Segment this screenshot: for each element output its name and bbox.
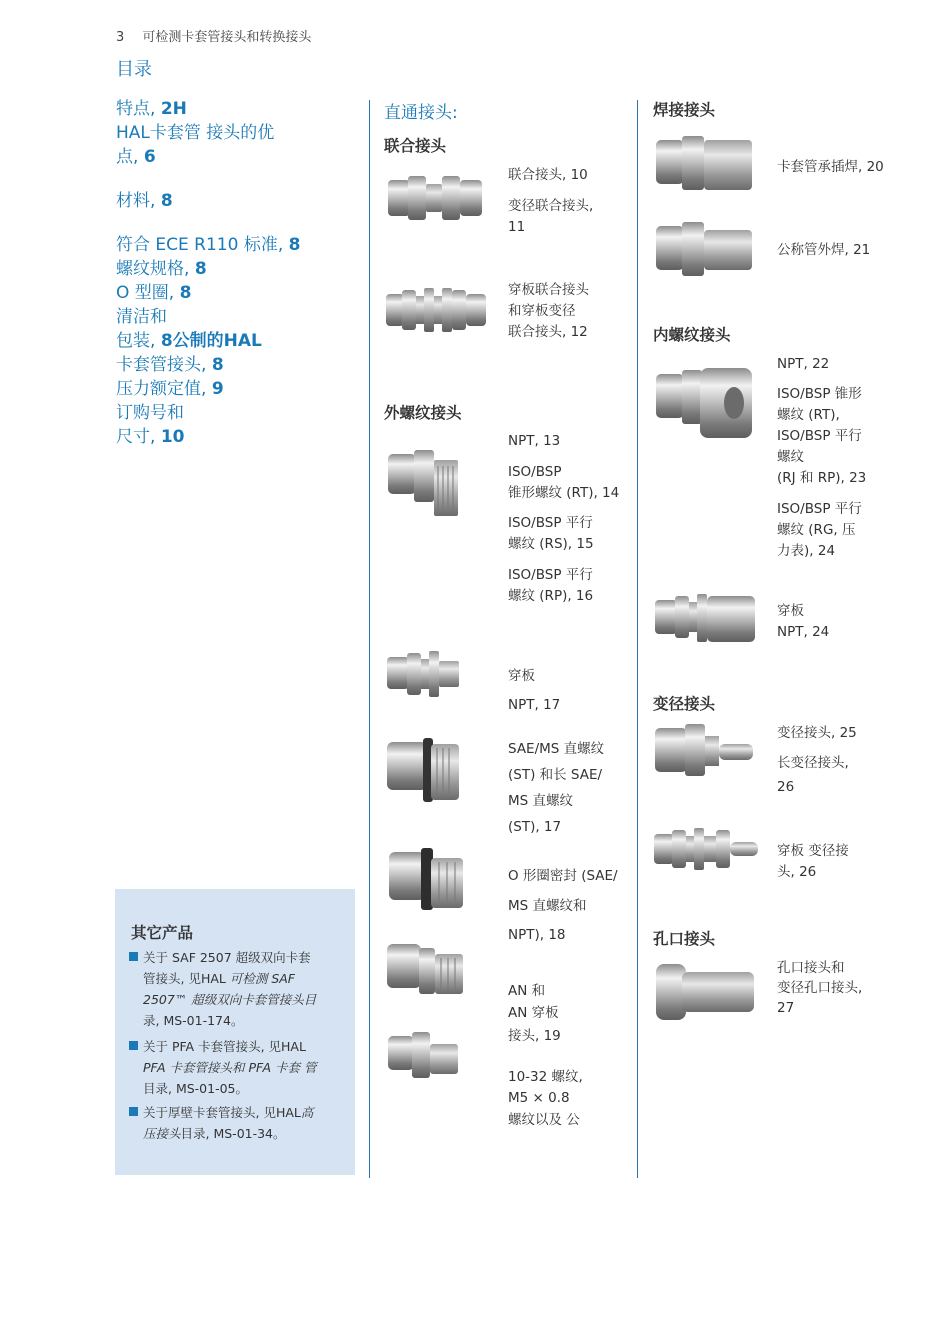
bulkhead-reducer-icon — [652, 826, 762, 876]
reducer-heading: 变径接头 — [653, 695, 716, 713]
male-item[interactable]: MS 直螺纹 — [508, 793, 574, 809]
document-title: 可检测卡套管接头和转换接头 — [142, 30, 312, 45]
male-item[interactable]: 螺纹 (RS), 15 — [508, 536, 594, 552]
male-item[interactable]: NPT), 18 — [508, 927, 566, 943]
toc-entry[interactable]: 符合 ECE R110 标准, 8 — [116, 235, 301, 255]
an-fitting-icon — [385, 938, 467, 1014]
page-header — [116, 26, 311, 45]
10-32-thread-icon — [386, 1030, 466, 1096]
toc-entry[interactable]: 订购号和 — [116, 403, 184, 423]
female-item[interactable]: 螺纹 (RG, 压 — [777, 522, 856, 538]
sae-ms-straight-thread-icon — [385, 734, 465, 814]
female-item[interactable]: 力表), 24 — [777, 543, 836, 559]
male-item[interactable]: 螺纹以及 公 — [508, 1112, 580, 1128]
union-item[interactable]: 联合接头, 10 — [508, 167, 588, 183]
weld-item[interactable]: 公称管外焊, 21 — [777, 242, 871, 258]
toc-entry[interactable]: 螺纹规格, 8 — [116, 259, 207, 279]
male-item[interactable]: (ST), 17 — [508, 819, 562, 835]
weld-heading: 焊接接头 — [653, 101, 716, 119]
toc-entry[interactable]: HAL卡套管 接头的优 — [116, 123, 275, 143]
male-item[interactable]: ISO/BSP 平行 — [508, 567, 593, 583]
union-heading: 联合接头 — [384, 137, 447, 155]
o-ring-seal-icon — [385, 846, 469, 926]
toc-entry[interactable]: O 型圈, 8 — [116, 283, 192, 303]
male-item[interactable]: 接头, 19 — [508, 1028, 561, 1044]
reducer-item[interactable]: 长变径接头, — [777, 755, 849, 771]
female-item[interactable]: ISO/BSP 平行 — [777, 501, 862, 517]
reducer-item[interactable]: 变径接头, 25 — [777, 725, 857, 741]
weld-item[interactable]: 卡套管承插焊, 20 — [777, 159, 884, 175]
union-item[interactable]: 穿板联合接头 — [508, 282, 589, 298]
bulkhead-male-icon — [385, 647, 463, 703]
female-item[interactable]: NPT, 24 — [777, 624, 830, 640]
tube-butt-weld-icon — [654, 218, 756, 284]
male-item[interactable]: 螺纹 (RP), 16 — [508, 588, 594, 604]
male-connector-icon — [386, 448, 462, 520]
other-product-note[interactable]: 关于厚壁卡套管接头, 见HAL高 压接头目录, MS-01-34。 — [129, 1102, 341, 1144]
page-number: 3 — [116, 30, 125, 45]
male-item[interactable]: 穿板 — [508, 668, 535, 684]
female-item[interactable]: 穿板 — [777, 603, 804, 619]
bulkhead-female-icon — [653, 590, 759, 648]
male-item[interactable]: 锥形螺纹 (RT), 14 — [508, 485, 620, 501]
union-item[interactable]: 11 — [508, 219, 526, 235]
column-divider — [637, 100, 638, 1178]
male-item[interactable]: 10-32 螺纹, — [508, 1069, 583, 1085]
socket-weld-icon — [654, 132, 756, 198]
port-connector-heading: 孔口接头 — [653, 930, 716, 948]
male-item[interactable]: ISO/BSP — [508, 464, 562, 480]
female-item[interactable]: ISO/BSP 平行 — [777, 428, 862, 444]
union-item[interactable]: 联合接头, 12 — [508, 324, 588, 340]
female-connector-heading: 内螺纹接头 — [653, 326, 731, 344]
male-item[interactable]: SAE/MS 直螺纹 — [508, 741, 605, 757]
toc-list — [116, 97, 356, 449]
straight-fittings-heading: 直通接头: — [384, 103, 458, 123]
male-item[interactable]: ISO/BSP 平行 — [508, 515, 593, 531]
toc-entry[interactable]: 压力额定值, 9 — [116, 379, 224, 399]
other-product-note[interactable]: 关于 PFA 卡套管接头, 见HAL PFA 卡套管接头和 PFA 卡套 管 目录, MS-01-05。 — [129, 1036, 341, 1099]
union-item[interactable]: 和穿板变径 — [508, 303, 576, 319]
port-item[interactable]: 27 — [777, 1000, 795, 1016]
female-item[interactable]: 螺纹 — [777, 449, 804, 465]
other-products-box — [115, 889, 355, 1175]
male-item[interactable]: MS 直螺纹和 — [508, 898, 587, 914]
column-divider — [369, 100, 370, 1178]
toc-title: 目录 — [116, 59, 152, 80]
female-connector-icon — [654, 364, 756, 444]
reducer-item[interactable]: 26 — [777, 779, 795, 795]
reducer-item[interactable]: 穿板 变径接 — [777, 843, 849, 859]
union-fitting-icon — [386, 168, 486, 226]
bullet-icon — [129, 1041, 138, 1050]
bullet-icon — [129, 952, 138, 961]
male-item[interactable]: (ST) 和长 SAE/ — [508, 767, 603, 783]
male-item[interactable]: AN 和 — [508, 983, 546, 999]
reducer-icon — [653, 722, 757, 786]
reducer-item[interactable]: 头, 26 — [777, 864, 817, 880]
female-item[interactable]: NPT, 22 — [777, 356, 830, 372]
toc-entry[interactable]: 特点, 2H — [116, 99, 187, 119]
bulkhead-union-icon — [384, 282, 488, 338]
toc-entry[interactable]: 尺寸, 10 — [116, 427, 185, 447]
toc-entry[interactable]: 卡套管接头, 8 — [116, 355, 224, 375]
male-item[interactable]: M5 × 0.8 — [508, 1090, 570, 1106]
male-item[interactable]: AN 穿板 — [508, 1005, 559, 1021]
male-item[interactable]: O 形圈密封 (SAE/ — [508, 868, 618, 884]
female-item[interactable]: ISO/BSP 锥形 — [777, 386, 862, 402]
port-connector-icon — [654, 962, 758, 1024]
female-item[interactable]: 螺纹 (RT), — [777, 407, 840, 423]
male-connector-heading: 外螺纹接头 — [384, 404, 462, 422]
toc-entry[interactable]: 包装, 8公制的HAL — [116, 331, 262, 351]
other-product-note[interactable]: 关于 SAF 2507 超级双向卡套 管接头, 见HAL 可检测 SAF 2507™ 超级双向卡套管接头目 录, MS-01-174。 — [129, 947, 341, 1031]
union-item[interactable]: 变径联合接头, — [508, 198, 594, 214]
male-item[interactable]: NPT, 13 — [508, 433, 561, 449]
toc-entry[interactable]: 点, 6 — [116, 147, 156, 167]
port-item[interactable]: 孔口接头和 — [777, 960, 845, 976]
other-products-title: 其它产品 — [131, 924, 194, 942]
male-item[interactable]: NPT, 17 — [508, 697, 561, 713]
bullet-icon — [129, 1107, 138, 1116]
toc-entry[interactable]: 清洁和 — [116, 307, 167, 327]
port-item[interactable]: 变径孔口接头, — [777, 980, 863, 996]
toc-entry[interactable]: 材料, 8 — [116, 191, 173, 211]
female-item[interactable]: (RJ 和 RP), 23 — [777, 470, 867, 486]
